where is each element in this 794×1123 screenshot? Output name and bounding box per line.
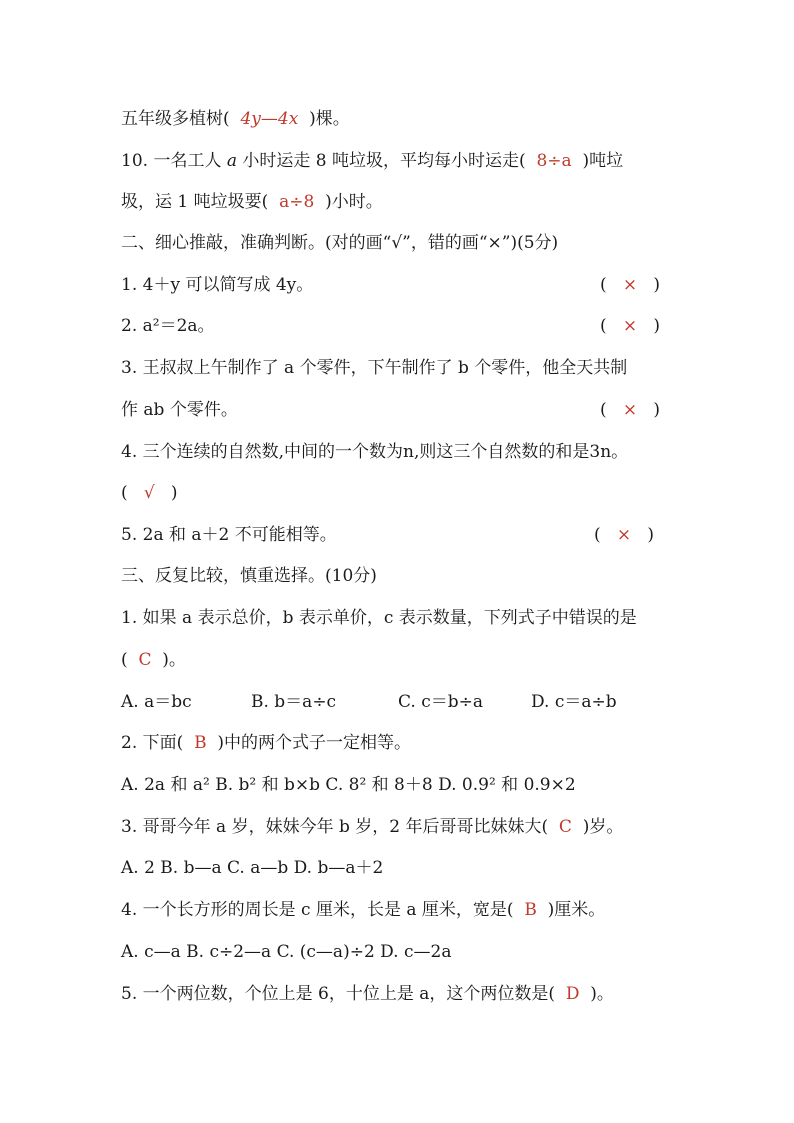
question-10-line-2: 圾，运 1 吨垃圾要( a÷8 )小时。 — [121, 192, 383, 212]
choice-q4: 4. 一个长方形的周长是 c 厘米，长是 a 厘米，宽是( B )厘米。 — [121, 900, 606, 920]
choice-q1-opt-c: C. c＝b÷a — [398, 692, 483, 712]
judge-answer-3: ( × ) — [600, 400, 660, 420]
choice-q3: 3. 哥哥今年 a 岁，妹妹今年 b 岁，2 年后哥哥比妹妹大( C )岁。 — [121, 817, 624, 837]
section-2-heading: 二、细心推敲，准确判断。(对的画“√”，错的画“×”)(5分) — [121, 233, 559, 253]
choice-q4-options: A. c—a B. c÷2—a C. (c—a)÷2 D. c—2a — [121, 942, 452, 962]
choice-q5: 5. 一个两位数，个位上是 6，十位上是 a，这个两位数是( D )。 — [121, 984, 614, 1004]
judge-item-1: 1. 4＋y 可以简写成 4y。 — [121, 275, 314, 295]
answer-line-trees: 五年级多植树( 4y—4x )棵。 — [121, 109, 350, 129]
answer-text: a÷8 — [279, 192, 315, 212]
judge-item-4: 4. 三个连续的自然数,中间的一个数为n,则这三个自然数的和是3n。 — [121, 442, 629, 462]
question-10-line-1: 10. 一名工人 a 小时运走 8 吨垃圾，平均每小时运走( 8÷a )吨垃 — [121, 151, 624, 171]
choice-q1-line-1: 1. 如果 a 表示总价，b 表示单价，c 表示数量，下列式子中错误的是 — [121, 608, 637, 628]
answer-text: B — [524, 900, 537, 920]
choice-q2-options: A. 2a 和 a² B. b² 和 b×b C. 8² 和 8＋8 D. 0.9² 和 0.9×2 — [121, 775, 576, 795]
choice-q2: 2. 下面( B )中的两个式子一定相等。 — [121, 733, 412, 753]
section-3-heading: 三、反复比较，慎重选择。(10分) — [121, 566, 377, 586]
judge-answer-2: ( × ) — [600, 316, 660, 336]
judge-item-2: 2. a²＝2a。 — [121, 316, 215, 336]
answer-text: B — [194, 733, 207, 753]
judge-answer-5: ( × ) — [594, 525, 654, 545]
choice-q3-options: A. 2 B. b—a C. a—b D. b—a＋2 — [121, 858, 384, 878]
choice-q1-line-2: ( C )。 — [121, 650, 186, 670]
choice-q1-opt-a: A. a＝bc — [121, 692, 192, 712]
judge-item-3-line-1: 3. 王叔叔上午制作了 a 个零件，下午制作了 b 个零件，他全天共制 — [121, 358, 628, 378]
judge-item-5: 5. 2a 和 a＋2 不可能相等。 — [121, 525, 337, 545]
judge-answer-4: ( √ ) — [121, 483, 178, 503]
answer-text: C — [558, 817, 572, 837]
answer-text: 4y—4x — [240, 109, 299, 129]
answer-text: 8÷a — [536, 151, 572, 171]
choice-q1-opt-b: B. b＝a÷c — [251, 692, 337, 712]
judge-answer-1: ( × ) — [600, 275, 660, 295]
choice-q1-opt-d: D. c＝a÷b — [531, 692, 617, 712]
answer-text: D — [565, 984, 580, 1004]
answer-text: C — [138, 650, 152, 670]
judge-item-3-line-2: 作 ab 个零件。 — [121, 400, 238, 420]
